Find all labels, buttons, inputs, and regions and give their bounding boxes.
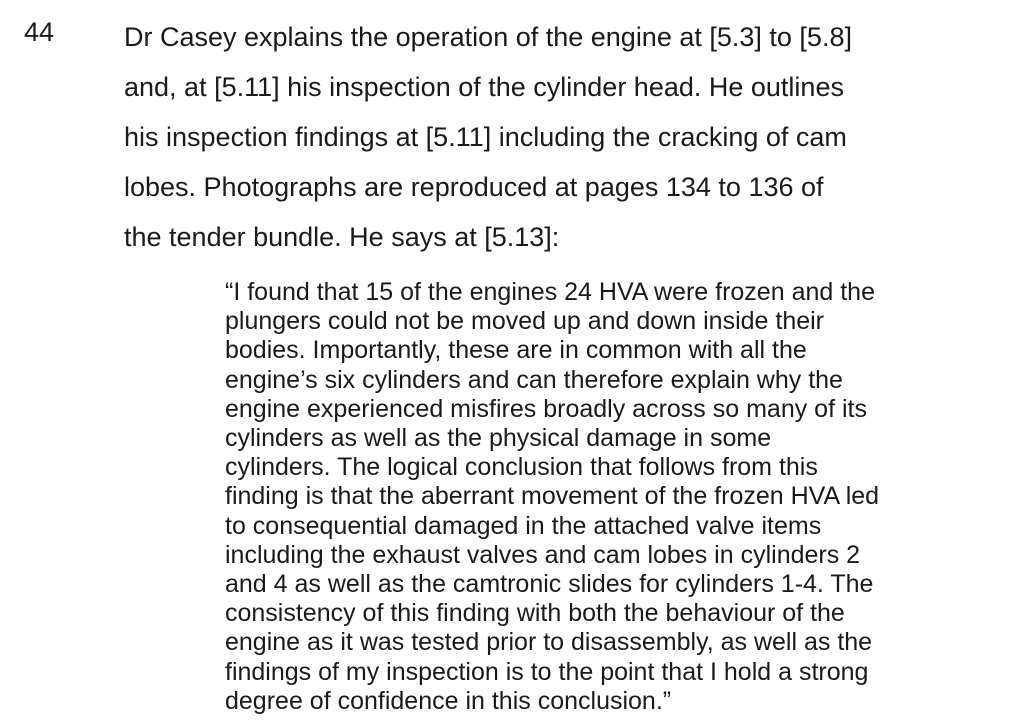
paragraph-line: Dr Casey explains the operation of the engine at [5.3] to [5.8] — [124, 22, 852, 52]
quote-line: engine’s six cylinders and can therefore explain why the — [225, 365, 843, 394]
quote-line: findings of my inspection is to the point that I hold a strong — [225, 657, 869, 686]
quote-line: “I found that 15 of the engines 24 HVA were frozen and the — [225, 278, 875, 306]
quote-line: finding is that the aberrant movement of the frozen HVA led — [225, 482, 880, 511]
quote-line: plungers could not be moved up and down inside their — [225, 307, 825, 336]
quote-line: cylinders. The logical conclusion that follows from this — [225, 453, 818, 482]
paragraph-body — [124, 12, 1004, 262]
quote-line: engine as it was tested prior to disassembly, as well as the — [225, 628, 873, 657]
paragraph-line: the tender bundle. He says at [5.13]: — [124, 222, 560, 252]
quote-line: cylinders as well as the physical damage in some — [225, 424, 772, 453]
paragraph-line: his inspection findings at [5.11] including the cracking of cam — [124, 122, 847, 152]
block-quote — [225, 278, 1015, 716]
paragraph-line: and, at [5.11] his inspection of the cylinder head. He outlines — [124, 72, 844, 102]
paragraph-number: 44 — [24, 17, 55, 47]
quote-line: degree of confidence in this conclusion.” — [225, 686, 672, 715]
quote-line: bodies. Importantly, these are in common with all the — [225, 336, 807, 365]
paragraph-line: lobes. Photographs are reproduced at pages 134 to 136 of — [124, 172, 824, 202]
quote-line: engine experienced misfires broadly across so many of its — [225, 394, 867, 423]
quote-line: including the exhaust valves and cam lobes in cylinders 2 — [225, 540, 861, 569]
quote-line: and 4 as well as the camtronic slides for cylinders 1-4. The — [225, 570, 874, 599]
quote-line: to consequential damaged in the attached valve items — [225, 511, 822, 540]
quote-line: consistency of this finding with both the behaviour of the — [225, 599, 845, 628]
